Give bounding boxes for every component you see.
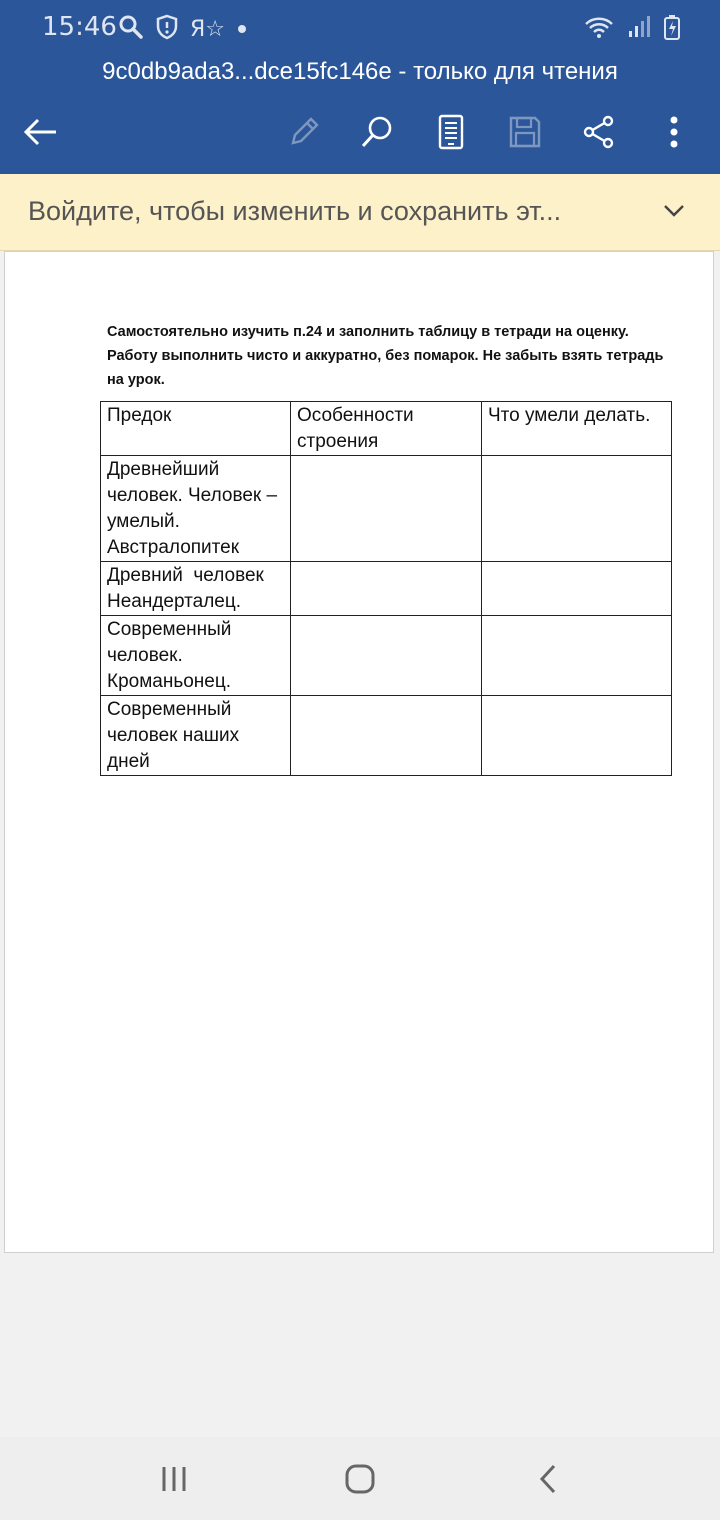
document-page[interactable] xyxy=(4,251,714,1253)
ancestor-cell: Современный человек наших дней xyxy=(101,696,291,776)
status-time: 15:46 xyxy=(42,12,117,42)
ancestor-cell: Современный человек. Кроманьонец. xyxy=(101,616,291,696)
app-bar xyxy=(0,0,720,174)
chevron-down-icon[interactable] xyxy=(662,198,686,222)
battery-icon xyxy=(664,14,680,45)
skills-cell xyxy=(482,616,672,696)
features-cell xyxy=(291,562,482,616)
back-icon xyxy=(538,1464,558,1494)
status-bar xyxy=(0,0,720,52)
wifi-icon xyxy=(584,15,614,44)
save-icon xyxy=(508,115,542,149)
ancestor-cell: Древнейший человек. Человек – умелый. Австралопитек xyxy=(101,456,291,562)
table-row xyxy=(101,562,672,616)
banner-text: Войдите, чтобы изменить и сохранить эт... xyxy=(28,196,562,226)
table-row xyxy=(101,456,672,562)
ancestor-cell: Древний человек Неандерталец. xyxy=(101,562,291,616)
header-cell-ancestor: Предок xyxy=(101,402,291,456)
table-row xyxy=(101,696,672,776)
ancestor-table xyxy=(100,401,672,776)
back-arrow-icon xyxy=(22,117,58,147)
search-icon xyxy=(359,114,395,150)
nav-back-button[interactable] xyxy=(518,1457,578,1501)
edit-button[interactable] xyxy=(276,104,332,160)
back-button[interactable] xyxy=(12,104,68,160)
document-title: 9c0db9ada3...dce15fc146e - только для чтения xyxy=(102,58,618,85)
header-cell-features: Особенности строения xyxy=(291,402,482,456)
status-right-icons xyxy=(584,14,680,45)
search-icon xyxy=(118,14,144,45)
ya-star-icon: Я☆ xyxy=(190,17,226,42)
recent-apps-button[interactable] xyxy=(144,1457,204,1501)
share-button[interactable] xyxy=(571,104,627,160)
signal-icon xyxy=(628,15,650,44)
sign-in-banner[interactable] xyxy=(0,174,720,251)
skills-cell xyxy=(482,562,672,616)
shield-icon xyxy=(156,14,178,45)
more-vert-icon xyxy=(669,115,679,149)
home-icon xyxy=(344,1463,376,1495)
find-button[interactable] xyxy=(349,104,405,160)
toolbar xyxy=(0,104,720,164)
dot-icon xyxy=(237,21,247,39)
home-button[interactable] xyxy=(330,1457,390,1501)
pencil-icon xyxy=(287,115,321,149)
save-button[interactable] xyxy=(497,104,553,160)
recent-apps-icon xyxy=(160,1465,188,1493)
features-cell xyxy=(291,696,482,776)
instruction-text: Самостоятельно изучить п.24 и заполнить таблицу в тетради на оценку. Работу выполнить чисто и аккуратно, без помарок. Не забыть взять тетрадь на урок. xyxy=(107,324,664,388)
table-header-row xyxy=(101,402,672,456)
more-options-button[interactable] xyxy=(646,104,702,160)
features-cell xyxy=(291,616,482,696)
system-nav-bar xyxy=(0,1437,720,1520)
header-cell-skills: Что умели делать. xyxy=(482,402,672,456)
skills-cell xyxy=(482,696,672,776)
features-cell xyxy=(291,456,482,562)
status-left-icons xyxy=(118,14,247,45)
skills-cell xyxy=(482,456,672,562)
share-icon xyxy=(582,115,616,149)
reading-view-icon xyxy=(437,114,465,150)
table-row xyxy=(101,616,672,696)
reading-view-button[interactable] xyxy=(423,104,479,160)
